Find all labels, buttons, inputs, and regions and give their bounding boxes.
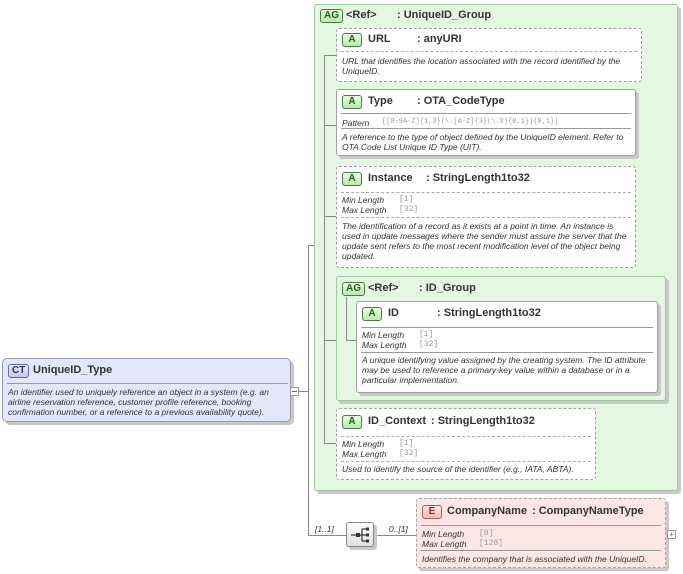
min-length-value: [1] [399,439,414,448]
element-company-doc: Identifies the company that is associated with the UniqueID. [422,554,647,564]
group-inner-spine [324,55,325,443]
min-length-value: [1] [399,195,414,204]
attribute-badge-icon: A [342,172,362,186]
element-multiplicity: 0..[1] [389,524,408,534]
attr-id-name: ID [388,307,399,319]
attribute-badge-icon: A [342,415,362,429]
sequence-compositor[interactable] [346,522,374,547]
attr-url-name: URL [368,33,391,45]
main-spine [308,245,309,535]
element-company-type: : CompanyNameType [532,505,644,517]
complex-type-box[interactable] [2,358,291,422]
min-length-label: Min Length [422,529,465,539]
min-length-value: [0] [479,529,494,538]
attr-id-type: : StringLength1to32 [437,307,541,319]
attr-instance-type: : StringLength1to32 [426,172,530,184]
attr-url-type: : anyURI [417,33,462,45]
attr-type-name: Type [368,95,393,107]
complex-type-doc: An identifier used to uniquely reference an object in a system (e.g. an airline reservation reference, customer profile reference, booking confirmation number, or a reference to a previous availability quote). [8,387,269,417]
attr-url-doc: URL that identifies the location associated with the record identified by the UniqueID. [342,56,621,76]
ct-badge-icon: CT [8,364,29,378]
attr-type[interactable] [336,89,636,156]
element-expand-icon[interactable]: + [667,530,676,539]
attribute-badge-icon: A [342,95,362,109]
max-length-label: Max Length [342,449,387,459]
max-length-value: [128] [479,539,504,548]
min-length-value: [1] [419,330,434,339]
group-id-ref-label: <Ref> [368,282,399,294]
attr-id-doc: A unique identifying value assigned by the creating system. The ID attribute may be used to reference a primary-key value within a database or in a particular implementation. [362,355,646,385]
max-length-value: [32] [419,340,439,349]
max-length-value: [32] [399,449,419,458]
element-badge-icon: E [422,505,442,519]
attr-instance[interactable] [336,166,636,268]
group-ref-label: <Ref> [346,9,377,21]
element-company-name-label: CompanyName [447,505,528,517]
spine-to-sequence [308,535,346,536]
attr-type-type: : OTA_CodeType [417,95,505,107]
min-length-label: Min Length [362,330,405,340]
group-type: : UniqueID_Group [397,9,492,21]
attr-id[interactable] [356,301,658,393]
complex-type-name: UniqueID_Type [33,364,113,376]
sequence-to-element [374,535,416,536]
attr-id-context-name: ID_Context [368,415,427,427]
min-length-label: Min Length [342,439,385,449]
attr-type-doc: A reference to the type of object defined by the UniqueID element. Refer to OTA Code List Unique ID Type (UIT). [342,132,624,152]
attr-instance-name: Instance [368,172,413,184]
pattern-value: [[0-9A-Z]{1,3}(\.[A-Z]{3}(\.X){0,1}){0,1}] [382,118,559,126]
max-length-label: Max Length [362,340,407,350]
pattern-label: Pattern [342,118,370,128]
attr-id-context-type: : StringLength1to32 [431,415,535,427]
group-id-type: : ID_Group [419,282,476,294]
attr-id-context[interactable] [336,408,596,480]
ct-collapse-icon[interactable] [290,387,299,396]
attr-instance-doc: The identification of a record as it exists at a point in time. An instance is used in update messages where the sender must assure the server that the update sent refers to the most recent modification level of the object being updated. [342,221,627,261]
max-length-label: Max Length [342,205,387,215]
max-length-value: [32] [399,205,419,214]
min-length-label: Min Length [342,195,385,205]
ag-badge-icon: AG [320,9,343,23]
attribute-badge-icon: A [342,33,362,47]
attr-id-context-doc: Used to identify the source of the identifier (e.g., IATA, ABTA). [342,464,574,474]
max-length-label: Max Length [422,539,467,549]
element-company-name[interactable] [416,498,666,568]
attribute-badge-icon: A [362,307,382,321]
ag-badge-icon: AG [342,282,365,296]
sequence-multiplicity: [1..1] [315,524,334,534]
sequence-icon [347,523,373,546]
attr-url[interactable] [336,28,642,82]
